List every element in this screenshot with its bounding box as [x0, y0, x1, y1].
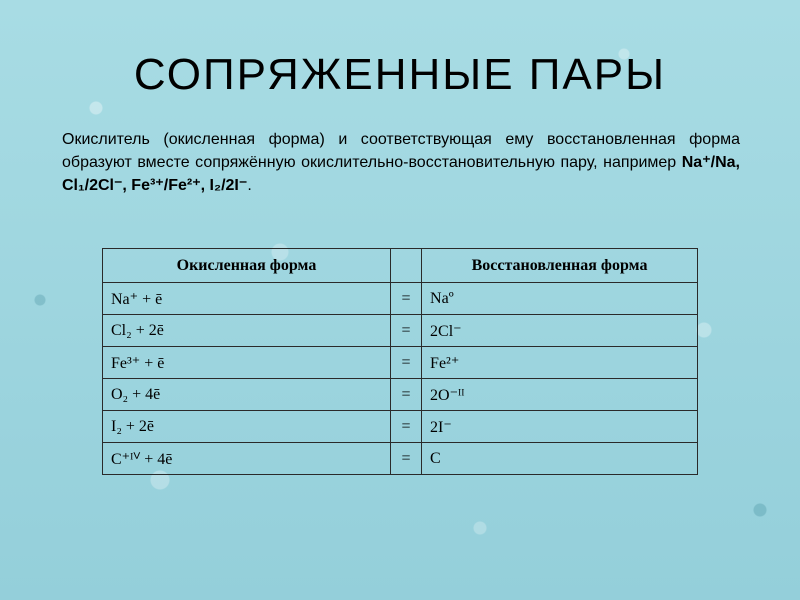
- equals-cell: =: [390, 411, 421, 443]
- oxidized-cell: Cl₂ + 2ē: [103, 315, 391, 347]
- paragraph-end: .: [247, 177, 252, 194]
- reduced-cell: Fe²⁺: [422, 347, 698, 379]
- reduced-cell: 2O⁻ᴵᴵ: [422, 379, 698, 411]
- oxidized-cell: Na⁺ + ē: [103, 283, 391, 315]
- equals-cell: =: [390, 443, 421, 475]
- definition-paragraph: [62, 128, 740, 197]
- reduced-cell: C: [422, 443, 698, 475]
- redox-pairs-table: [102, 248, 698, 475]
- table-row: [103, 443, 698, 475]
- oxidized-cell: O₂ + 4ē: [103, 379, 391, 411]
- table-row: [103, 283, 698, 315]
- table-row: [103, 379, 698, 411]
- header-oxidized: Окисленная форма: [103, 249, 391, 283]
- table-row: [103, 411, 698, 443]
- equals-cell: =: [390, 347, 421, 379]
- table-row: [103, 315, 698, 347]
- header-reduced: Восстановленная форма: [422, 249, 698, 283]
- oxidized-cell: C⁺ᴵⱽ + 4ē: [103, 443, 391, 475]
- reduced-cell: 2Cl⁻: [422, 315, 698, 347]
- table-row: [103, 347, 698, 379]
- reduced-cell: Naº: [422, 283, 698, 315]
- header-equals: [390, 249, 421, 283]
- equals-cell: =: [390, 379, 421, 411]
- paragraph-text: Окислитель (окисленная форма) и соответствующая ему восстановленная форма образуют вместе сопряжённую окислительно-восстановительную пару, например: [62, 131, 740, 171]
- equals-cell: =: [390, 315, 421, 347]
- paragraph-examples: Na⁺/Na, Cl₁/2Cl⁻, Fe³⁺/Fe²⁺, I₂/2I⁻: [62, 154, 740, 194]
- reduced-cell: 2I⁻: [422, 411, 698, 443]
- table-header-row: [103, 249, 698, 283]
- slide-title: СОПРЯЖЕННЫЕ ПАРЫ: [133, 50, 667, 99]
- oxidized-cell: Fe³⁺ + ē: [103, 347, 391, 379]
- oxidized-cell: I₂ + 2ē: [103, 411, 391, 443]
- equals-cell: =: [390, 283, 421, 315]
